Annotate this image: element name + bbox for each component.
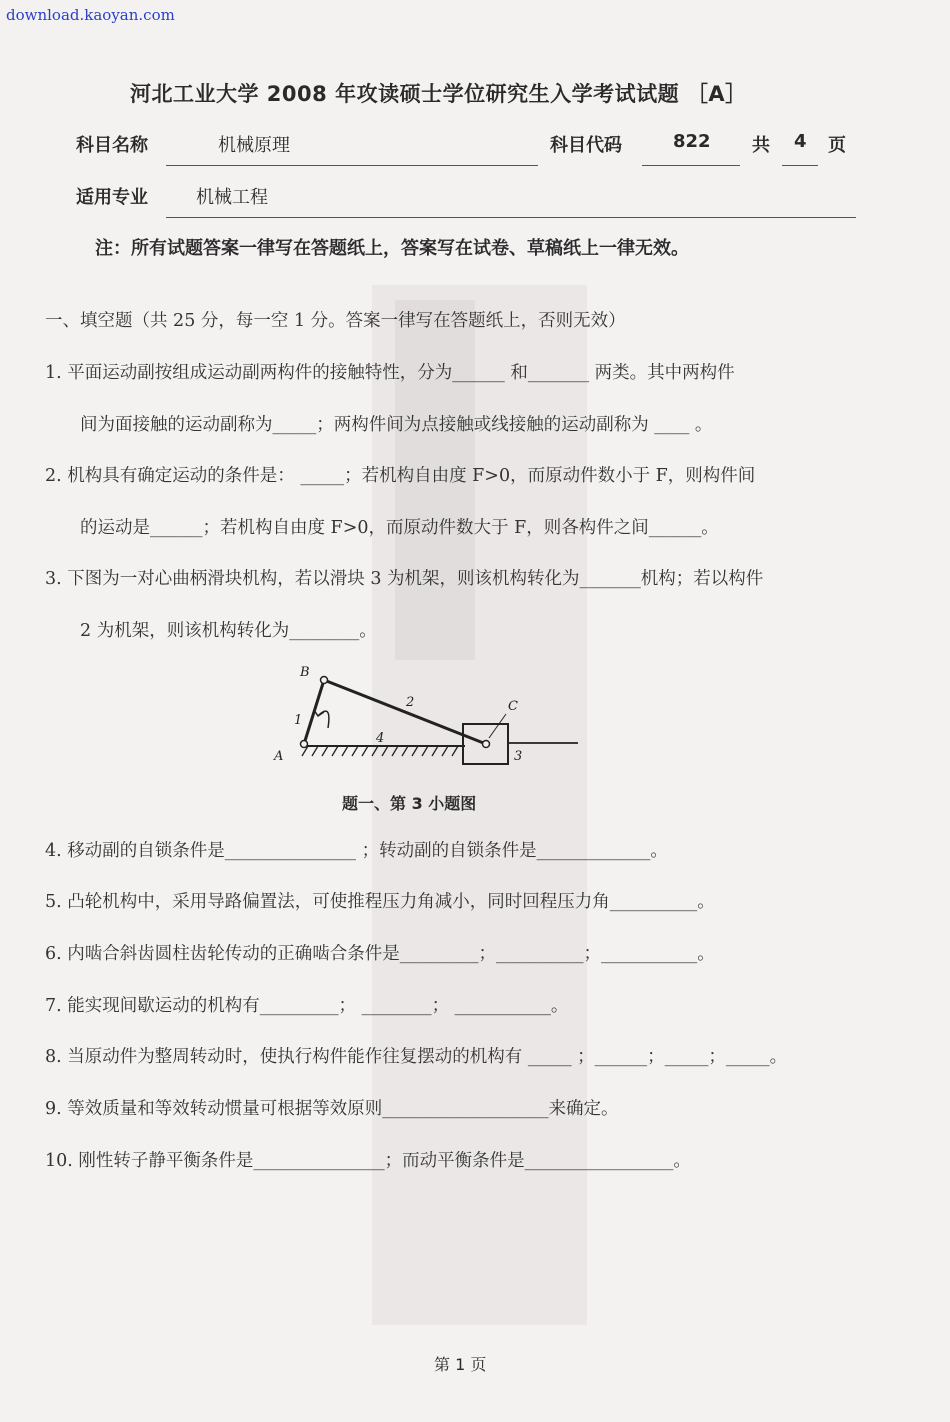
question-5: 5. 凸轮机构中，采用导路偏置法，可使推程压力角减小，同时回程压力角__________。 xyxy=(45,892,715,912)
label-4: 4 xyxy=(376,731,385,746)
question-4: 4. 移动副的自锁条件是_______________ ；转动副的自锁条件是_____________。 xyxy=(45,841,668,861)
crank-link-1 xyxy=(304,680,324,744)
pages-unit: 页 xyxy=(828,135,846,156)
ground-hatch xyxy=(302,746,458,756)
label-1: 1 xyxy=(294,713,303,728)
label-c-leader xyxy=(489,714,506,738)
slider-crank-figure xyxy=(270,658,590,788)
major-underline xyxy=(166,217,856,218)
label-a: A xyxy=(274,749,284,764)
figure-caption: 题一、第 3 小题图 xyxy=(342,794,477,813)
question-7: 7. 能实现间歇运动的机构有_________； ________； ___________。 xyxy=(45,996,569,1016)
question-1-line-2: 间为面接触的运动副称为_____；两构件间为点接触或线接触的运动副称为 ____ 。 xyxy=(80,415,713,435)
exam-note: 注：所有试题答案一律写在答题纸上，答案写在试卷、草稿纸上一律无效。 xyxy=(95,238,689,259)
joint-c xyxy=(483,741,490,748)
section-heading: 一、填空题（共 25 分，每一空 1 分。答案一律写在答题纸上，否则无效） xyxy=(45,311,626,331)
coupler-link-2 xyxy=(324,680,486,744)
question-10: 10. 刚性转子静平衡条件是_______________；而动平衡条件是_________________。 xyxy=(45,1151,691,1171)
question-2-line-2: 的运动是______；若机构自由度 F>0，而原动件数大于 F，则各构件之间______。 xyxy=(80,518,719,538)
major-value: 机械工程 xyxy=(196,187,268,208)
label-c: C xyxy=(508,699,518,714)
question-2-line-1: 2. 机构具有确定运动的条件是： _____；若机构自由度 F>0，而原动件数小于 F，则构件间 xyxy=(45,466,756,486)
subject-code-label: 科目代码 xyxy=(550,135,622,156)
subject-code-underline xyxy=(642,165,740,166)
rotation-arrowhead-icon xyxy=(314,710,324,716)
label-b: B xyxy=(300,665,310,680)
question-3-line-1: 3. 下图为一对心曲柄滑块机构，若以滑块 3 为机架，则该机构转化为_______机构；若以构件 xyxy=(45,569,764,589)
question-8: 8. 当原动件为整周转动时，使执行构件能作往复摆动的机构有 _____ ；______；_____；_____。 xyxy=(45,1047,788,1067)
exam-title: 河北工业大学 2008 年攻读硕士学位研究生入学考试试题 ［A］ xyxy=(130,82,747,106)
subject-name-label: 科目名称 xyxy=(76,135,148,156)
rotation-arrow-icon xyxy=(318,711,329,728)
subject-name-value: 机械原理 xyxy=(218,135,290,156)
total-pages: 4 xyxy=(794,131,807,152)
label-2: 2 xyxy=(406,695,415,710)
major-label: 适用专业 xyxy=(76,187,148,208)
joint-a xyxy=(301,741,308,748)
subject-code-value: 822 xyxy=(673,131,711,152)
total-pages-underline xyxy=(782,165,818,166)
subject-name-underline xyxy=(166,165,538,166)
question-9: 9. 等效质量和等效转动惯量可根据等效原则___________________来确定。 xyxy=(45,1099,619,1119)
page-number: 第 1 页 xyxy=(434,1355,487,1374)
question-3-line-2: 2 为机架，则该机构转化为________。 xyxy=(80,621,377,641)
label-3: 3 xyxy=(514,749,523,764)
total-label: 共 xyxy=(752,135,770,156)
joint-b xyxy=(321,677,328,684)
question-1-line-1: 1. 平面运动副按组成运动副两构件的接触特性，分为______ 和_______ 两类。其中两构件 xyxy=(45,363,735,383)
question-6: 6. 内啮合斜齿圆柱齿轮传动的正确啮合条件是_________；__________；___________。 xyxy=(45,944,715,964)
watermark-link[interactable]: download.kaoyan.com xyxy=(6,6,175,24)
